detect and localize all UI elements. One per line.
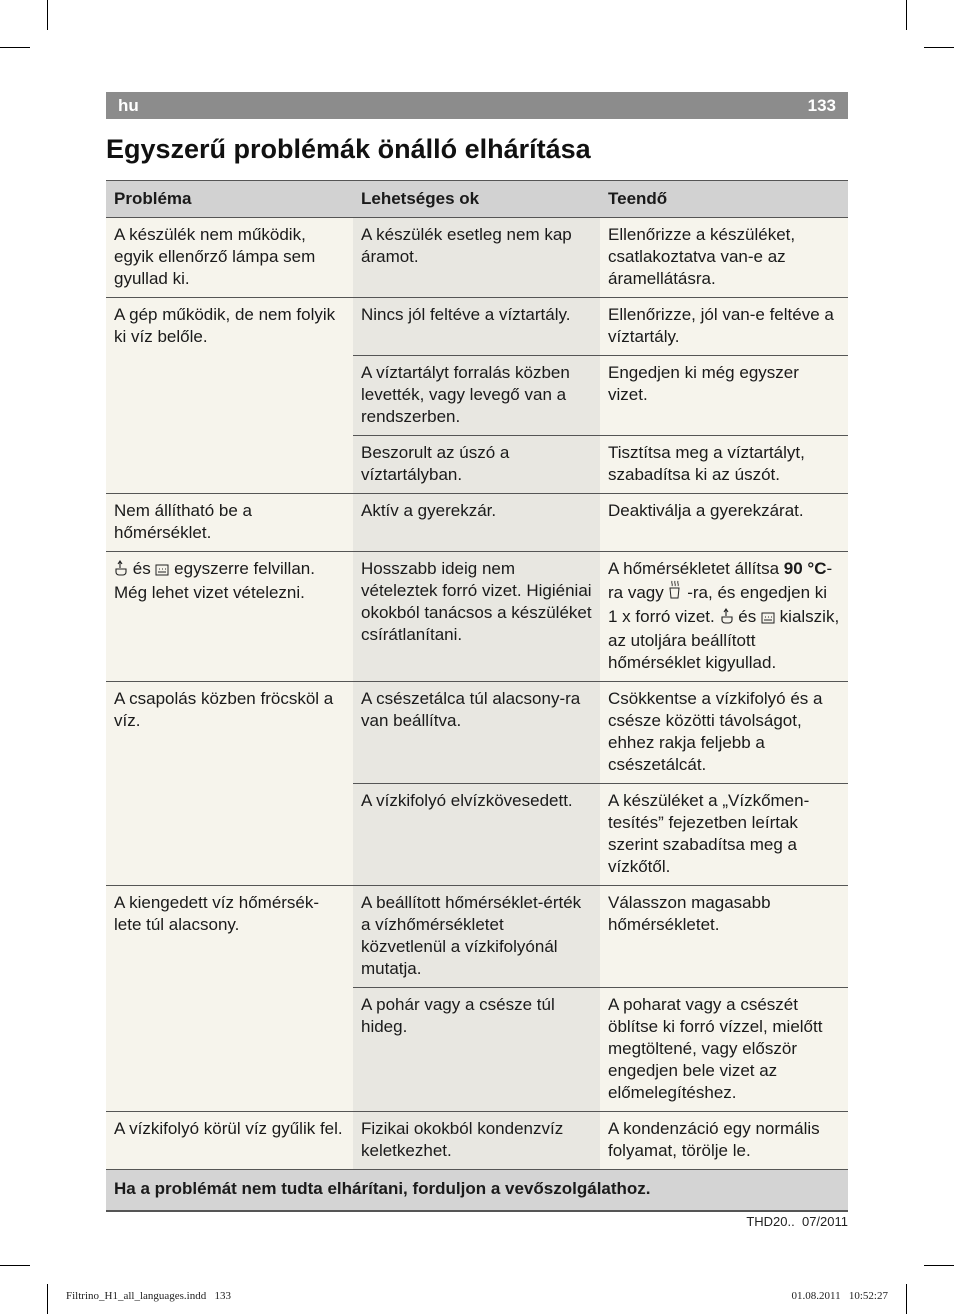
action-text-part: kialszik, az utoljára beállított hőmérséklet kigyullad. bbox=[608, 607, 840, 672]
descale-icon bbox=[761, 608, 775, 630]
problem-cell: A gép működik, de nem folyik ki víz belőle. bbox=[106, 298, 353, 494]
cause-cell: A készülék esetleg nem kap áramot. bbox=[353, 218, 600, 298]
action-text-part: A hőmérsékletet állítsa bbox=[608, 559, 780, 578]
table-row bbox=[106, 218, 848, 298]
action-text-part: -ra vagy bbox=[608, 559, 833, 602]
column-header-problem: Probléma bbox=[106, 181, 353, 218]
action-cell: A készüléket a „Vízkőmen-tesítés” fejezetben leírtak szerint szabadítsa meg a vízkőtől. bbox=[600, 784, 848, 886]
cause-cell: A beállított hőmérséklet-érték a vízhőmérsékletet közvetlenül a vízkifolyónál mutatja. bbox=[353, 886, 600, 988]
cause-cell: Beszorult az úszó a víztartályban. bbox=[353, 436, 600, 494]
table-row bbox=[106, 682, 848, 784]
table-header-row bbox=[106, 181, 848, 218]
cause-cell: A vízkifolyó elvízkövesedett. bbox=[353, 784, 600, 886]
crop-mark bbox=[0, 47, 30, 48]
action-cell: A kondenzáció egy normális folyamat, törölje le. bbox=[600, 1112, 848, 1170]
cause-cell: Hosszabb ideig nem vételeztek forró vizet. Higiéniai okokból tanácsos a készüléket csírátlanítani. bbox=[353, 552, 600, 682]
problem-cell: A vízkifolyó körül víz gyűlik fel. bbox=[106, 1112, 353, 1170]
action-cell: Tisztítsa meg a víztartályt, szabadítsa ki az úszót. bbox=[600, 436, 848, 494]
language-code: hu bbox=[118, 95, 139, 115]
steaming-cup-icon bbox=[668, 580, 682, 606]
table-row bbox=[106, 494, 848, 552]
crop-mark bbox=[924, 1265, 954, 1266]
action-cell: Válasszon magasabb hőmérsékletet. bbox=[600, 886, 848, 988]
crop-mark bbox=[47, 0, 48, 30]
document-code: THD20.. 07/2011 bbox=[746, 1214, 848, 1229]
cause-cell: Aktív a gyerekzár. bbox=[353, 494, 600, 552]
table-row bbox=[106, 886, 848, 988]
slug-file-info: Filtrino_H1_all_languages.indd 133 bbox=[66, 1290, 231, 1302]
table-row bbox=[106, 552, 848, 682]
crop-mark bbox=[0, 1265, 30, 1266]
problem-cell: A készülék nem működik, egyik ellenőrző lámpa sem gyullad ki. bbox=[106, 218, 353, 298]
footer-note: Ha a problémát nem tudta elhárítani, forduljon a vevőszolgálathoz. bbox=[106, 1170, 848, 1212]
cause-cell: A csészetálca túl alacsony-ra van beállítva. bbox=[353, 682, 600, 784]
troubleshooting-table bbox=[106, 180, 848, 1212]
table-row bbox=[106, 298, 848, 356]
action-cell: Deaktiválja a gyerekzárat. bbox=[600, 494, 848, 552]
cause-cell: A pohár vagy a csésze túl hideg. bbox=[353, 988, 600, 1112]
action-cell bbox=[600, 552, 848, 682]
hand-tap-icon bbox=[114, 560, 128, 582]
cause-cell: Nincs jól feltéve a víztartály. bbox=[353, 298, 600, 356]
page-header-bar bbox=[106, 92, 848, 119]
problem-text-part: és bbox=[132, 559, 151, 578]
crop-mark bbox=[924, 47, 954, 48]
bottom-rule bbox=[106, 1210, 848, 1211]
temperature-value: 90 °C bbox=[783, 559, 827, 578]
cause-cell: A víztartályt forralás közben levették, vagy levegő van a rendszerben. bbox=[353, 356, 600, 436]
descale-icon bbox=[155, 560, 169, 582]
action-cell: Ellenőrizze a készüléket, csatlakoztatva van-e az áramellátásra. bbox=[600, 218, 848, 298]
page-title: Egyszerű problémák önálló elhárítása bbox=[106, 134, 591, 164]
crop-mark bbox=[906, 0, 907, 30]
action-cell: A poharat vagy a csészét öblítse ki forró vízzel, mielőtt megtöltené, vagy először engedjen bele vizet az előmelegítéshez. bbox=[600, 988, 848, 1112]
slug-timestamp: 01.08.2011 10:52:27 bbox=[791, 1290, 888, 1302]
problem-cell: Nem állítható be a hőmérséklet. bbox=[106, 494, 353, 552]
problem-text-part: egyszerre felvillan. Még lehet vizet vételezni. bbox=[114, 559, 315, 602]
column-header-cause: Lehetséges ok bbox=[353, 181, 600, 218]
action-text-part: -ra, és engedjen ki 1 x forró vizet. bbox=[608, 583, 828, 626]
crop-mark bbox=[906, 1284, 907, 1314]
table-footer-row bbox=[106, 1170, 848, 1212]
table-row bbox=[106, 1112, 848, 1170]
column-header-action: Teendő bbox=[600, 181, 848, 218]
action-text-part: és bbox=[738, 607, 757, 626]
problem-cell: A csapolás közben fröcsköl a víz. bbox=[106, 682, 353, 886]
action-cell: Ellenőrizze, jól van-e feltéve a víztartály. bbox=[600, 298, 848, 356]
action-cell: Csökkentse a vízkifolyó és a csésze közötti távolságot, ehhez rakja feljebb a csészetálcát. bbox=[600, 682, 848, 784]
action-cell: Engedjen ki még egyszer vizet. bbox=[600, 356, 848, 436]
cause-cell: Fizikai okokból kondenzvíz keletkezhet. bbox=[353, 1112, 600, 1170]
problem-cell: A kiengedett víz hőmérsék-lete túl alacsony. bbox=[106, 886, 353, 1112]
crop-mark bbox=[47, 1284, 48, 1314]
problem-cell bbox=[106, 552, 353, 682]
hand-tap-icon bbox=[720, 608, 734, 630]
page-number: 133 bbox=[807, 95, 836, 115]
